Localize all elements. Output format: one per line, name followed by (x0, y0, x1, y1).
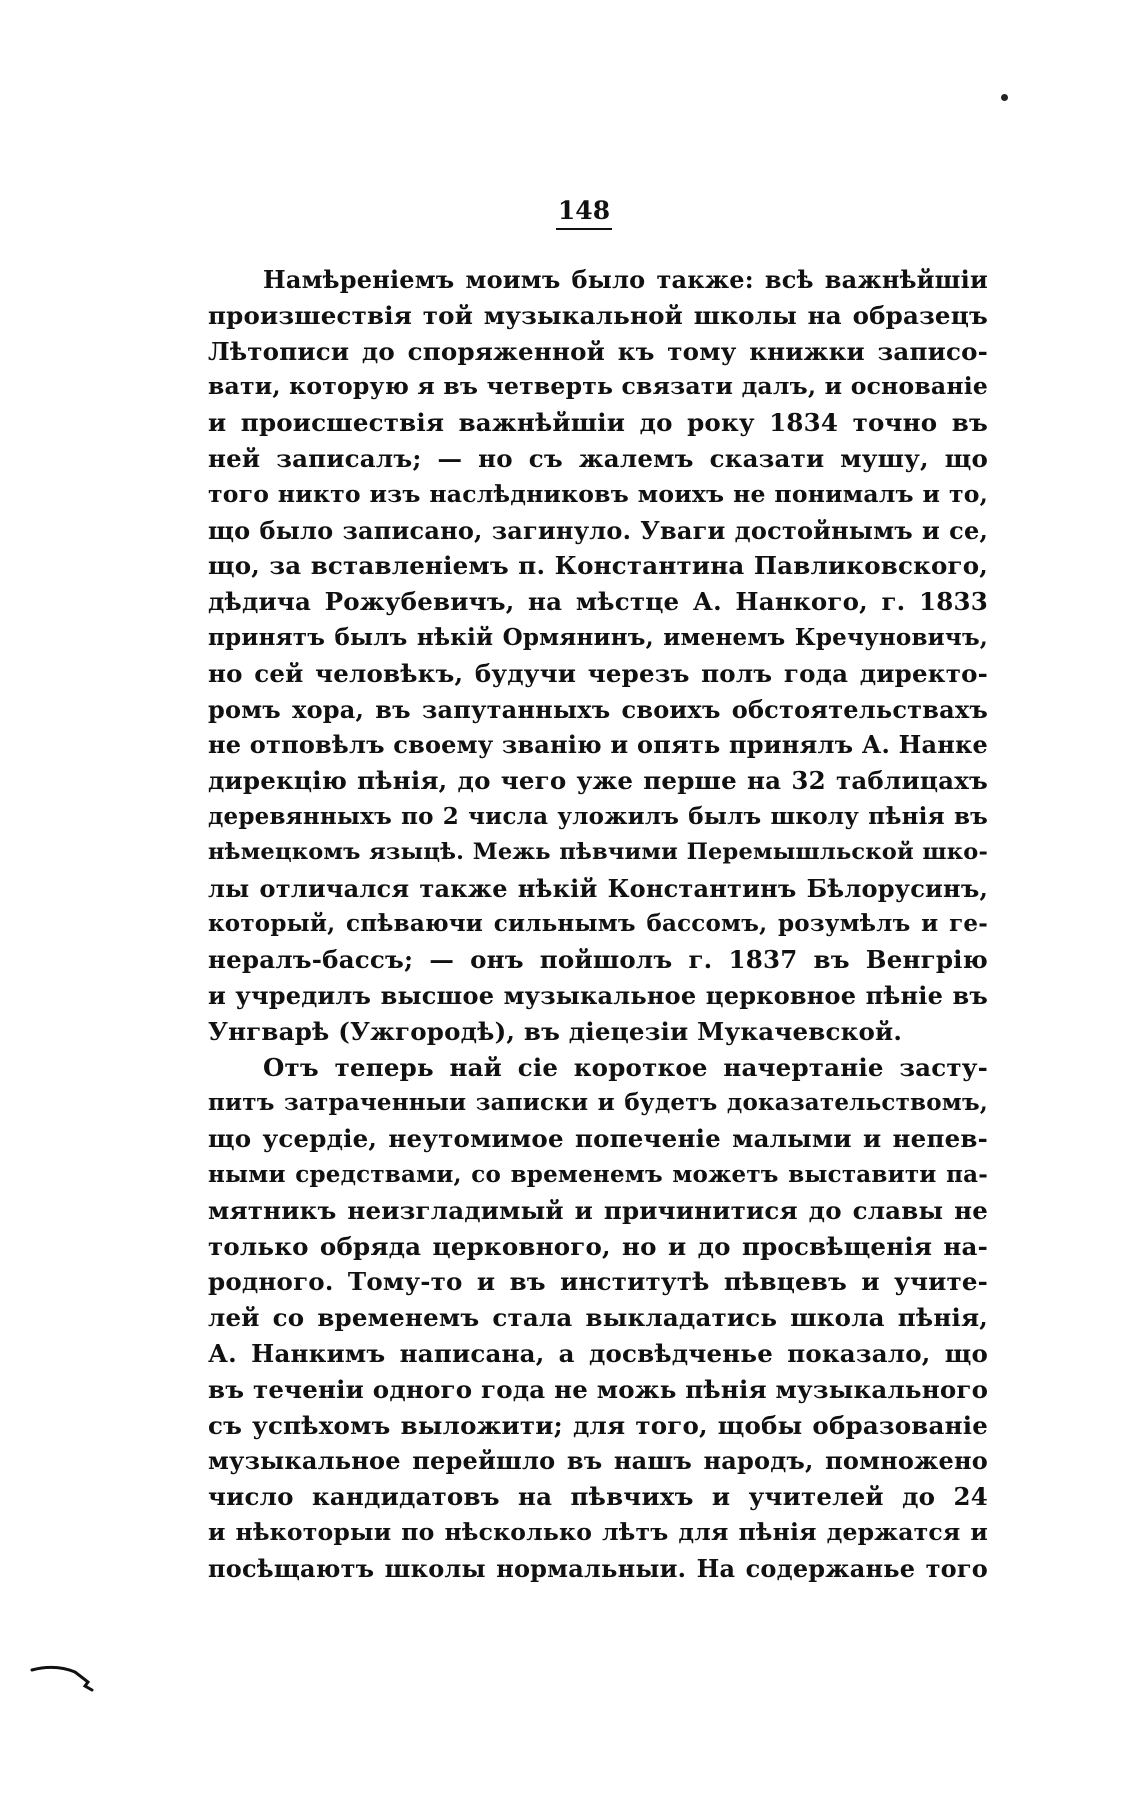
text-line: того никто изъ наслѣдниковъ моихъ не понималъ и то, (208, 479, 988, 508)
text-line: вати, которую я въ четверть связати далъ, и основаніе (208, 372, 988, 401)
text-line: що, за вставленіемъ п. Константина Павликовского, (208, 551, 988, 581)
ink-stroke-mark (30, 1660, 100, 1700)
text-line: не отповѣлъ своему званію и опять принялъ А. Нанке (208, 730, 988, 760)
text-line: посѣщаютъ школы нормальныи. На содержанье того (208, 1553, 988, 1583)
text-line: лы отличался также нѣкій Константинъ Бѣлорусинъ, (208, 873, 988, 903)
text-line: но сей человѣкъ, будучи черезъ полъ года директо- (208, 658, 988, 688)
text-line: съ успѣхомъ выложити; для того, щобы образованіе (208, 1410, 988, 1440)
text-line: въ теченіи одного года не можь пѣнія музыкального (208, 1374, 989, 1404)
paragraph-2 (208, 1050, 988, 1587)
text-line: принятъ былъ нѣкій Ормянинъ, именемъ Кречуновичъ, (208, 623, 988, 651)
text-line: дирекцію пѣнія, до чего уже перше на 32 таблицахъ (208, 766, 988, 796)
text-line: що было записано, загинуло. Уваги достойнымъ и се, (208, 515, 988, 545)
page-number-text: 148 (556, 196, 612, 230)
text-line: который, спѣваючи сильнымъ бассомъ, розумѣлъ и ге- (208, 910, 988, 938)
text-line: и происшествія важнѣйшіи до року 1834 точно въ (208, 408, 988, 438)
text-line: деревянныхъ по 2 числа уложилъ былъ школу пѣнія въ (208, 802, 988, 830)
text-line: питъ затраченныи записки и будетъ доказательствомъ, (208, 1089, 988, 1117)
text-line: лей со временемъ стала выкладатись школа пѣнія, (208, 1303, 988, 1333)
paragraph-1 (208, 262, 988, 1050)
body-text (208, 262, 988, 1586)
text-line: Унгварѣ (Ужгородѣ), въ діецезіи Мукачевской. (208, 1016, 903, 1046)
ink-dot-mark (1001, 94, 1008, 101)
text-line: що усердіе, неутомимое попеченіе малыми и непев- (208, 1124, 988, 1154)
text-line: и учредилъ высшое музыкальное церковное пѣніе въ (208, 980, 988, 1010)
text-line: Намѣреніемъ моимъ было также: всѣ важнѣйшіи (263, 265, 988, 294)
text-line: произшествія той музыкальной школы на образецъ (208, 300, 988, 330)
text-line: музыкальное перейшло въ нашъ народъ, помножено (208, 1446, 988, 1476)
text-line: ными средствами, со временемъ можетъ выставити па- (208, 1160, 988, 1188)
text-line: ромъ хора, въ запутанныхъ своихъ обстоятельствахъ (208, 694, 988, 724)
text-line: число кандидатовъ на пѣвчихъ и учителей до 24 (208, 1482, 988, 1512)
page-number (0, 196, 1140, 230)
text-line: дѣдича Рожубевичъ, на мѣстце А. Нанкого, г. 1833 (208, 587, 988, 617)
text-line: только обряда церковного, но и до просвѣщенія на- (208, 1231, 988, 1261)
text-line: А. Нанкимъ написана, а досвѣдченье показало, що (208, 1338, 988, 1368)
text-line: Отъ теперь най сіе короткое начертаніе засту- (263, 1052, 988, 1082)
text-line: и нѣкоторыи по нѣсколько лѣтъ для пѣнія держатся и (208, 1517, 988, 1546)
text-line: родного. Тому-то и въ институтѣ пѣвцевъ и учите- (208, 1267, 988, 1297)
text-line: Лѣтописи до споряженной къ тому книжки записо- (208, 336, 988, 366)
text-line: мятникъ неизгладимый и причинитися до славы не (208, 1195, 988, 1225)
text-line: нѣмецкомъ языцѣ. Межь пѣвчими Перемышльской шко- (208, 838, 988, 865)
text-line: нералъ-бассъ; — онъ пойшолъ г. 1837 въ Венгрію (208, 945, 988, 975)
text-line: ней записалъ; — но съ жалемъ сказати мушу, що (208, 443, 988, 473)
